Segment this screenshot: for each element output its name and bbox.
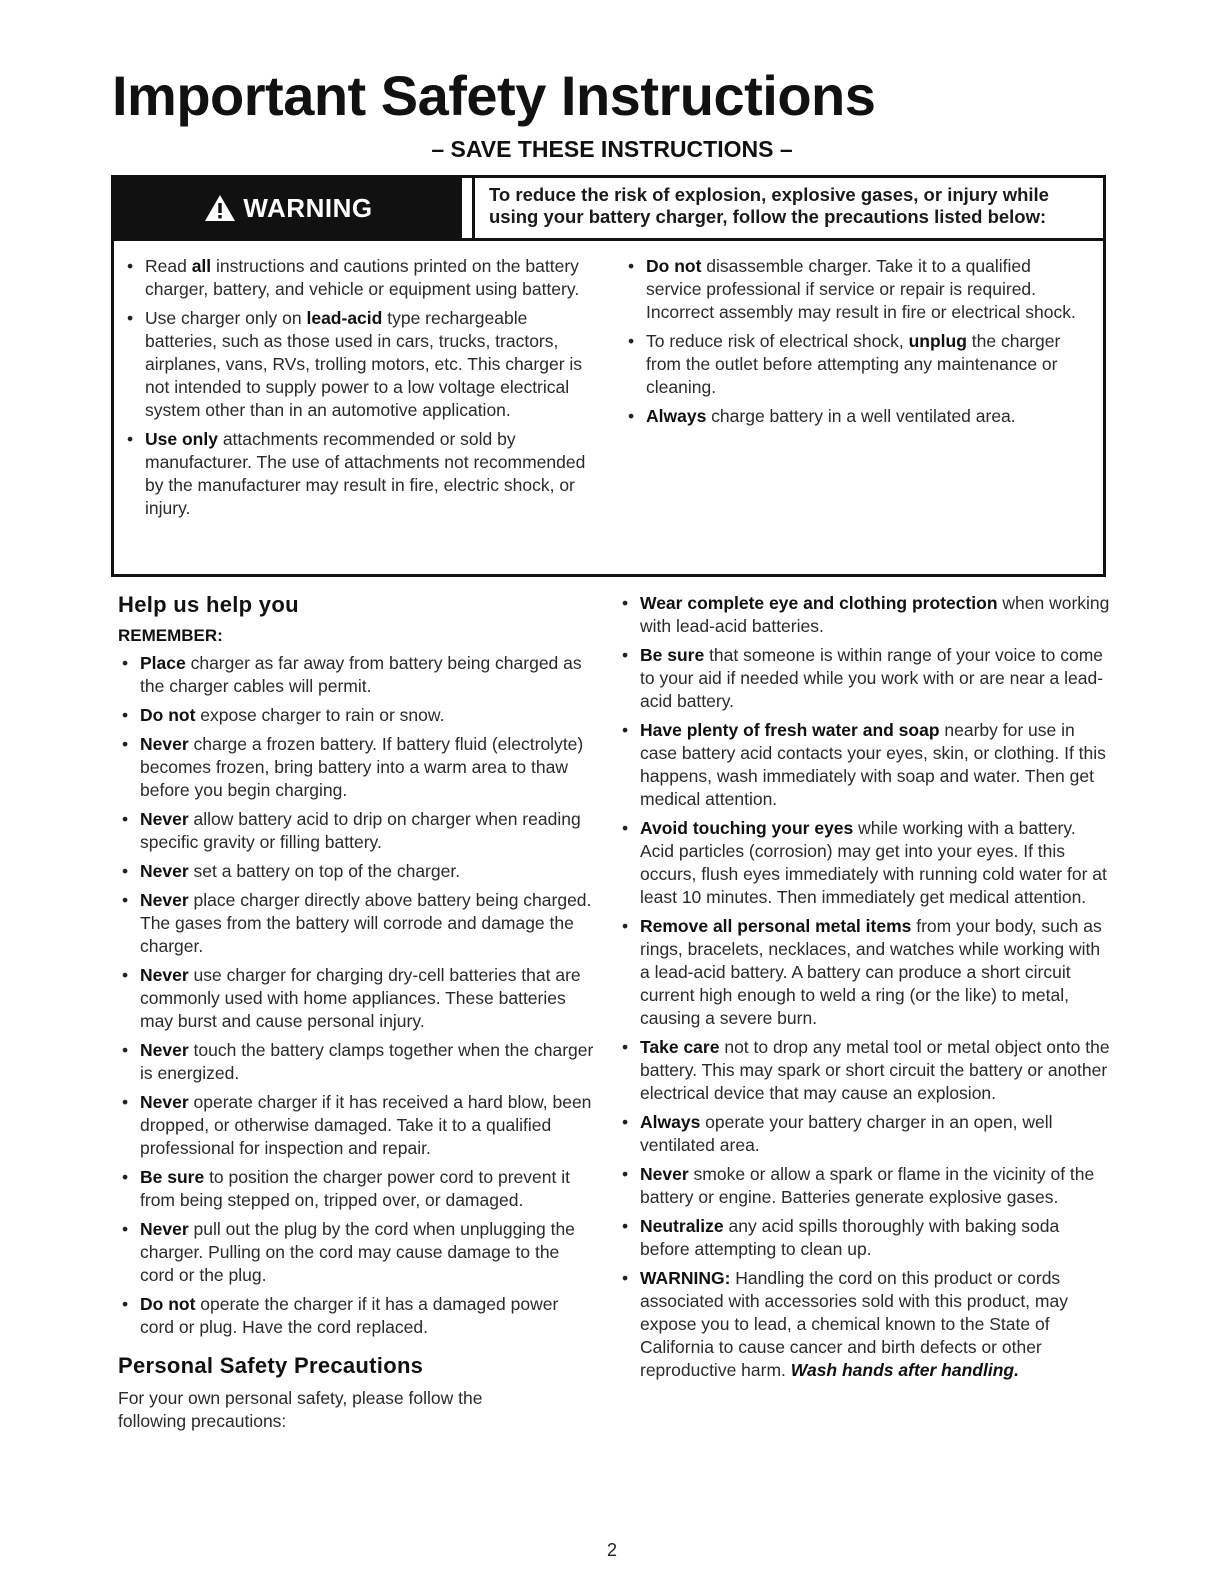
item-emphasis: Wash hands after handling. xyxy=(790,1360,1019,1380)
item-lead: WARNING: xyxy=(640,1268,731,1288)
list-item xyxy=(116,860,596,883)
item-lead: Remove all personal metal items xyxy=(640,916,912,936)
item-lead: Do not xyxy=(140,705,196,725)
item-text: that someone is within range of your voice to come to your aid if needed while you work with or are near a lead-acid battery. xyxy=(640,645,1104,711)
item-text: Use charger only on xyxy=(145,308,307,328)
list-item xyxy=(616,1111,1110,1157)
item-text: allow battery acid to drip on charger when reading specific gravity or filling battery. xyxy=(140,809,581,852)
personal-intro: For your own personal safety, please follow the following precautions: xyxy=(118,1388,483,1431)
list-item xyxy=(616,915,1110,1030)
warning-item xyxy=(622,330,1084,399)
item-text: type rechargeable batteries, such as those used in cars, trucks, tractors, airplanes, vans, RVs, trolling motors, etc. This charger is not intended to supply power to a low voltage electrical system other than in an automotive application. xyxy=(145,308,583,420)
list-item xyxy=(116,1293,596,1339)
item-text: Read xyxy=(145,256,192,276)
item-text: from your body, such as rings, bracelets, necklaces, and watches while working with a lead-acid battery. A battery can produce a short circuit current high enough to weld a ring (or the like) to metal, causing a severe burn. xyxy=(640,916,1102,1028)
page-number: 2 xyxy=(606,1540,617,1560)
item-lead: Have plenty of fresh water and soap xyxy=(640,720,940,740)
item-lead: Use only xyxy=(145,429,218,449)
warning-item xyxy=(622,405,1084,428)
item-lead: Do not xyxy=(140,1294,196,1314)
item-text: charge battery in a well ventilated area. xyxy=(706,406,1016,426)
page-title: Important Safety Instructions xyxy=(112,64,876,127)
list-item xyxy=(116,704,596,727)
item-lead: Never xyxy=(140,890,189,910)
list-item xyxy=(116,889,596,958)
item-text: attachments recommended or sold by manufacturer. The use of attachments not recommended by the manufacturer may result in fire, electric shock, or injury. xyxy=(145,429,586,518)
list-item xyxy=(116,1039,596,1085)
item-lead: Never xyxy=(140,809,189,829)
item-text: the charger from the outlet before attempting any maintenance or cleaning. xyxy=(646,331,1061,397)
item-text: operate the charger if it has a damaged power cord or plug. Have the cord replaced. xyxy=(140,1294,559,1337)
warning-item xyxy=(121,428,588,520)
warning-right-list xyxy=(622,255,1084,428)
warning-box xyxy=(111,175,1106,577)
item-text: place charger directly above battery being charged. The gases from the battery will corrode and damage the charger. xyxy=(140,890,592,956)
list-item xyxy=(116,1166,596,1212)
item-text: to position the charger power cord to prevent it from being stepped on, tripped over, or damaged. xyxy=(140,1167,570,1210)
item-lead: Always xyxy=(646,406,707,426)
list-item xyxy=(616,1215,1110,1261)
warning-label-text: WARNING xyxy=(243,192,373,223)
item-text: pull out the plug by the cord when unplugging the charger. Pulling on the cord may cause damage to the cord or the plug. xyxy=(140,1219,575,1285)
list-item xyxy=(616,644,1110,713)
item-text: smoke or allow a spark or flame in the vicinity of the battery or engine. Batteries generate explosive gases. xyxy=(640,1164,1095,1207)
warning-triangle-icon xyxy=(203,193,237,223)
warning-header xyxy=(114,178,1103,241)
item-lead: Never xyxy=(140,1040,189,1060)
item-lead: Be sure xyxy=(140,1167,205,1187)
list-item xyxy=(616,592,1110,638)
item-lead: Neutralize xyxy=(640,1216,724,1236)
page-subtitle: – SAVE THESE INSTRUCTIONS – xyxy=(431,136,793,162)
item-text: when working with lead-acid batteries. xyxy=(640,593,1110,636)
item-text: charge a frozen battery. If battery fluid (electrolyte) becomes frozen, bring battery into a warm area to thaw before you begin charging. xyxy=(140,734,584,800)
list-item xyxy=(116,1218,596,1287)
item-lead: Take care xyxy=(640,1037,720,1057)
item-lead: Always xyxy=(640,1112,701,1132)
list-item xyxy=(116,1091,596,1160)
remember-label: REMEMBER: xyxy=(118,626,223,645)
help-heading: Help us help you xyxy=(118,592,299,617)
item-text: instructions and cautions printed on the battery charger, battery, and vehicle or equipment using battery. xyxy=(145,256,580,299)
item-lead: Never xyxy=(140,861,189,881)
warning-label xyxy=(114,178,462,238)
help-list xyxy=(116,652,596,1339)
item-lead: Place xyxy=(140,653,186,673)
item-lead: Never xyxy=(140,1092,189,1112)
item-text: operate charger if it has received a hard blow, been dropped, or otherwise damaged. Take it to a qualified professional for inspection and repair. xyxy=(140,1092,592,1158)
item-text: set a battery on top of the charger. xyxy=(188,861,461,881)
personal-list xyxy=(616,592,1110,1382)
item-lead: Never xyxy=(640,1164,689,1184)
item-lead: Do not xyxy=(646,256,702,276)
item-text: any acid spills thoroughly with baking soda before attempting to clean up. xyxy=(640,1216,1060,1259)
item-text: nearby for use in case battery acid contacts your eyes, skin, or clothing. If this happens, wash immediately with soap and water. Then get medical attention. xyxy=(640,720,1106,809)
item-emphasis: lead-acid xyxy=(306,308,383,328)
warning-header-text: To reduce the risk of explosion, explosive gases, or injury while using your battery charger, follow the precautions listed below: xyxy=(472,178,1103,238)
list-item xyxy=(616,817,1110,909)
list-item xyxy=(116,808,596,854)
item-lead: Wear complete eye and clothing protection xyxy=(640,593,998,613)
item-lead: Never xyxy=(140,1219,189,1239)
warning-item xyxy=(121,307,588,422)
warning-left-list xyxy=(121,255,588,520)
list-item xyxy=(616,1267,1110,1382)
item-lead: Never xyxy=(140,734,189,754)
warning-item xyxy=(622,255,1084,324)
list-item xyxy=(116,733,596,802)
list-item xyxy=(616,1163,1110,1209)
item-text: disassemble charger. Take it to a qualified service professional if service or repair is required. Incorrect assembly may result in fire or electrical shock. xyxy=(646,256,1076,322)
item-text: Handling the cord on this product or cords associated with accessories sold with this product, may expose you to lead, a chemical known to the State of California to cause cancer and birth defects or other reproductive harm. xyxy=(640,1268,1068,1380)
warning-item xyxy=(121,255,588,301)
personal-heading: Personal Safety Precautions xyxy=(118,1353,424,1378)
item-emphasis: all xyxy=(191,256,212,276)
item-text: touch the battery clamps together when the charger is energized. xyxy=(140,1040,594,1083)
list-item xyxy=(616,1036,1110,1105)
item-text: use charger for charging dry-cell batteries that are commonly used with home appliances. These batteries may burst and cause personal injury. xyxy=(140,965,581,1031)
item-lead: Be sure xyxy=(640,645,705,665)
item-emphasis: unplug xyxy=(908,331,967,351)
item-lead: Never xyxy=(140,965,189,985)
list-item xyxy=(116,652,596,698)
item-text: operate your battery charger in an open, well ventilated area. xyxy=(640,1112,1053,1155)
item-text: while working with a battery. Acid particles (corrosion) may get into your eyes. If this occurs, flush eyes immediately with running cold water for at least 10 minutes. Then immediately get medical attention. xyxy=(640,818,1107,907)
list-item xyxy=(116,964,596,1033)
list-item xyxy=(616,719,1110,811)
item-lead: Avoid touching your eyes xyxy=(640,818,854,838)
item-text: To reduce risk of electrical shock, xyxy=(646,331,909,351)
item-text: expose charger to rain or snow. xyxy=(195,705,445,725)
item-text: charger as far away from battery being charged as the charger cables will permit. xyxy=(140,653,582,696)
item-text: not to drop any metal tool or metal object onto the battery. This may spark or short circuit the battery or another electrical device that may cause an explosion. xyxy=(640,1037,1110,1103)
